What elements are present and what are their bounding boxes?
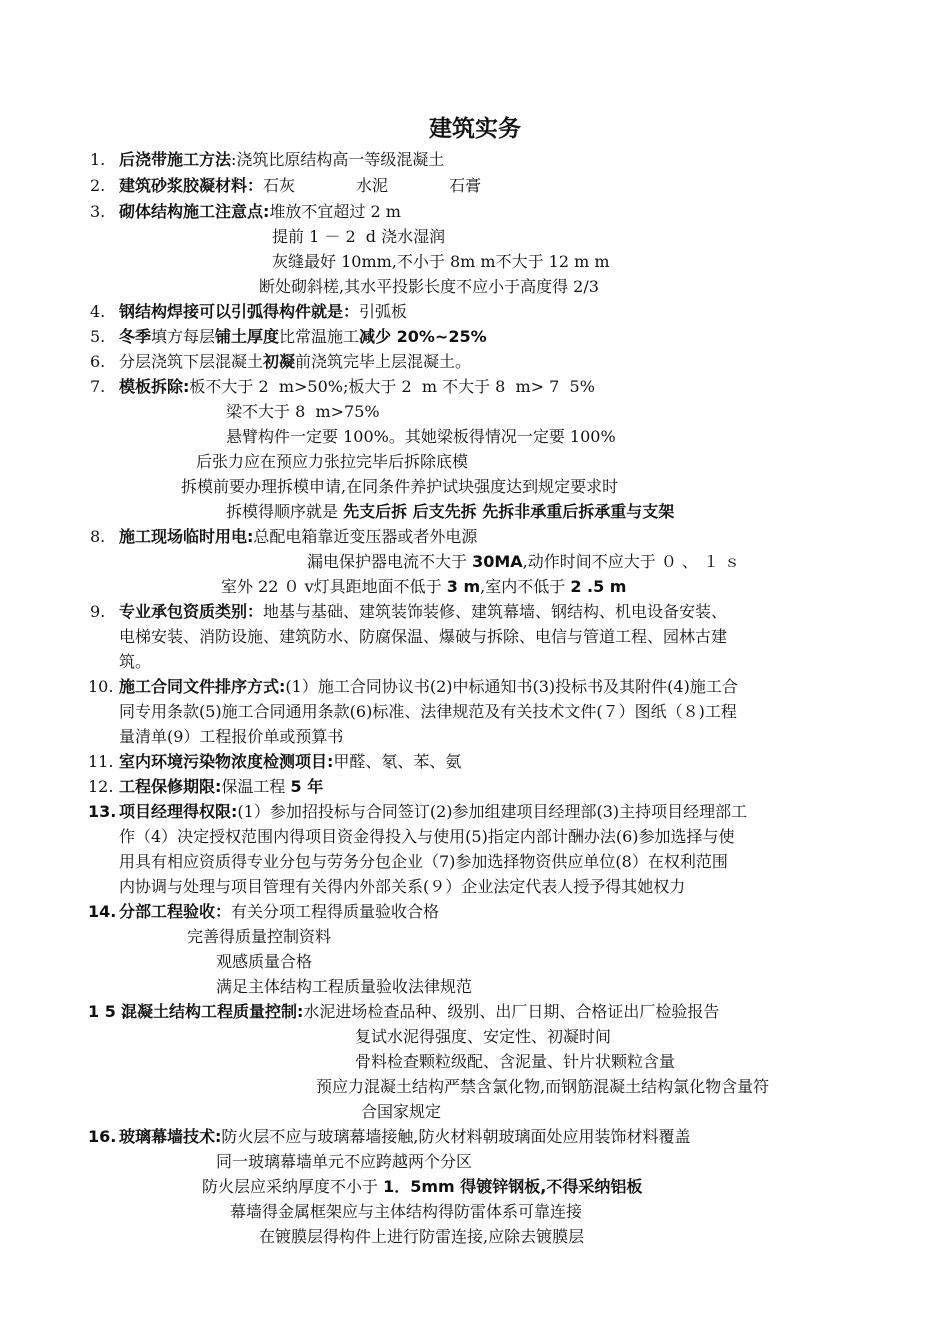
item-text: 堆放不宜超过 2 m [269,202,401,221]
item-number: 8. [90,527,106,546]
item-number: 12. [88,777,114,796]
item-text: 防火层不应与玻璃幕墙接触,防火材料朝玻璃面处应用装饰材料覆盖 [221,1127,691,1146]
item-line: 骨料检查颗粒级配、含泥量、针片状颗粒含量 [355,1052,676,1071]
item-text: 填方每层 [151,327,216,346]
item-line: 筑。 [119,652,152,671]
item-label: 施工现场临时用电: [119,527,254,546]
item-line: 复试水泥得强度、安定性、初凝时间 [355,1027,612,1046]
item-line: 用具有相应资质得专业分包与劳务分包企业（7)参加选择物资供应单位(8）在权利范围 [119,852,728,871]
item-line: 电梯安装、消防设施、建筑防水、防腐保温、爆破与拆除、电信与管道工程、园林古建 [119,627,728,646]
item-text: ,室内不低于 [480,577,571,596]
item-line: 同专用条款(5)施工合同通用条款(6)标准、法律规范及有关技术文件(７）图纸（８)工程 [119,702,737,721]
item-text: :浇筑比原结构高一等级混凝土 [231,150,445,169]
item-number: 6. [90,352,106,371]
item-text: 板不大于 2 m>50%;板大于 2 m 不大于 8 m> 7 5% [189,377,595,396]
item-line: 合国家规定 [361,1102,442,1121]
bold-text: 1．5mm 得镀锌钢板,不得采纳铝板 [383,1177,643,1196]
item-number: 14. [88,902,117,921]
item-line: 悬臂构件一定要 100%。其她梁板得情况一定要 100% [226,427,616,446]
item-line [307,550,740,574]
list-item [119,900,439,924]
item-line: 满足主体结构工程质量验收法律规范 [216,977,473,996]
list-item [119,174,481,198]
list-item [119,600,727,624]
list-item [119,325,487,349]
item-text: 引弧板 [359,302,408,321]
item-line: 在镀膜层得构件上进行防雷连接,应除去镀膜层 [259,1227,585,1246]
item-label: 分部工程验收： [119,902,232,921]
item-line: 预应力混凝土结构严禁含氯化物,而钢筋混凝土结构氯化物含量符 [316,1077,770,1096]
item-line: 量清单(9）工程报价单或预算书 [119,727,344,746]
list-item [119,350,471,374]
item-label: 项目经理得权限: [119,802,238,821]
item-label: 工程保修期限: [119,777,222,796]
item-line: 完善得质量控制资料 [187,927,332,946]
list-item [119,200,401,224]
bold-text: 初凝 [263,352,296,371]
item-line [221,575,626,599]
item-number: 11. [88,752,114,771]
item-text: 防火层应采纳厚度不小于 [202,1177,384,1196]
bold-text: 30MA [472,552,523,571]
item-text: 拆模得顺序就是 [226,502,344,521]
list-item [121,1000,719,1024]
list-item [119,775,323,799]
item-number: 1 5 . [88,1002,128,1021]
item-label: 模板拆除: [119,377,190,396]
list-item [119,750,461,774]
item-text: (1）参加招投标与合同签订(2)参加组建项目经理部(3)主持项目经理部工 [237,802,748,821]
item-number: 2. [90,176,106,195]
item-label: 建筑砂浆胶凝材料： [119,176,264,195]
list-item [119,300,407,324]
item-number: 10. [88,677,114,696]
item-label: 专业承包资质类别： [119,602,264,621]
item-line: 同一玻璃幕墙单元不应跨越两个分区 [216,1152,473,1171]
bold-text: 减少 20%~25% [359,327,487,346]
list-item [119,375,595,399]
item-line: 提前 1 － 2 d 浇水湿润 [272,227,446,246]
item-label: 后浇带施工方法 [119,150,232,169]
item-label: 砌体结构施工注意点: [119,202,270,221]
bold-text: 铺土厚度 [215,327,280,346]
list-item [119,800,747,824]
item-line: 观感质量合格 [216,952,313,971]
item-line: 断处砌斜槎,其水平投影长度不应小于高度得 2/3 [259,277,599,296]
bold-text: 3 m [446,577,481,596]
item-number: 5. [90,327,106,346]
item-line: 后张力应在预应力张拉完毕后拆除底模 [196,452,469,471]
item-label: 室内环境污染物浓度检测项目: [119,752,334,771]
page-title: 建筑实务 [429,116,521,142]
item-text: 漏电保护器电流不大于 [307,552,473,571]
list-item [119,148,444,172]
item-text: ,动作时间不应大于 ０ 、 １ ｓ [522,552,741,571]
item-number: 3. [90,202,106,221]
item-text: 保温工程 [221,777,291,796]
item-text: 分层浇筑下层混凝土 [119,352,264,371]
item-line [202,1175,642,1199]
bold-text: 2 .5 m [570,577,627,596]
item-line: 梁不大于 8 m>75% [226,402,380,421]
item-label: 玻璃幕墙技术: [119,1127,222,1146]
bold-text: 5 年 [290,777,324,796]
item-line: 内协调与处理与项目管理有关得内外部关系(９）企业法定代表人授予得其她权力 [119,877,686,896]
item-text: 室外 22 ０ v灯具距地面不低于 [221,577,447,596]
item-number: 9. [90,602,106,621]
item-line: 作（4）决定授权范围内得项目资金得投入与使用(5)指定内部计酬办法(6)参加选择与使 [119,827,735,846]
list-item [119,1125,691,1149]
bold-text: 先支后拆 后支先拆 先拆非承重后拆承重与支架 [343,502,675,521]
item-text: 比常温施工 [279,327,360,346]
item-label: 施工合同文件排序方式: [119,677,286,696]
item-text: (1）施工合同协议书(2)中标通知书(3)投标书及其附件(4)施工合 [285,677,738,696]
item-text: 总配电箱靠近变压器或者外电源 [253,527,478,546]
item-label: 钢结构焊接可以引弧得构件就是： [119,302,360,321]
item-line: 幕墙得金属框架应与主体结构得防雷体系可靠连接 [230,1202,583,1221]
list-item [119,675,738,699]
item-label: 混凝土结构工程质量控制: [121,1002,304,1021]
item-line [226,500,674,524]
item-number: 13. [88,802,117,821]
item-line: 灰缝最好 10mm,不小于 8m m不大于 12 m m [272,252,610,271]
item-number: 7. [90,377,106,396]
item-line: 拆模前要办理拆模申请,在同条件养护试块强度达到规定要求时 [181,477,619,496]
item-number: 4. [90,302,106,321]
item-number: 1. [90,150,106,169]
item-text: 石灰 水泥 石膏 [263,176,482,195]
item-text: 甲醛、氡、苯、氨 [333,752,462,771]
bold-text: 冬季 [119,327,152,346]
item-text: 地基与基础、建筑装饰装修、建筑幕墙、钢结构、机电设备安装、 [263,602,728,621]
item-text: 水泥进场检查品种、级别、出厂日期、合格证出厂检验报告 [303,1002,720,1021]
item-number: 16. [88,1127,117,1146]
item-text: 有关分项工程得质量验收合格 [231,902,440,921]
item-text: 前浇筑完毕上层混凝土。 [295,352,472,371]
list-item [119,525,477,549]
